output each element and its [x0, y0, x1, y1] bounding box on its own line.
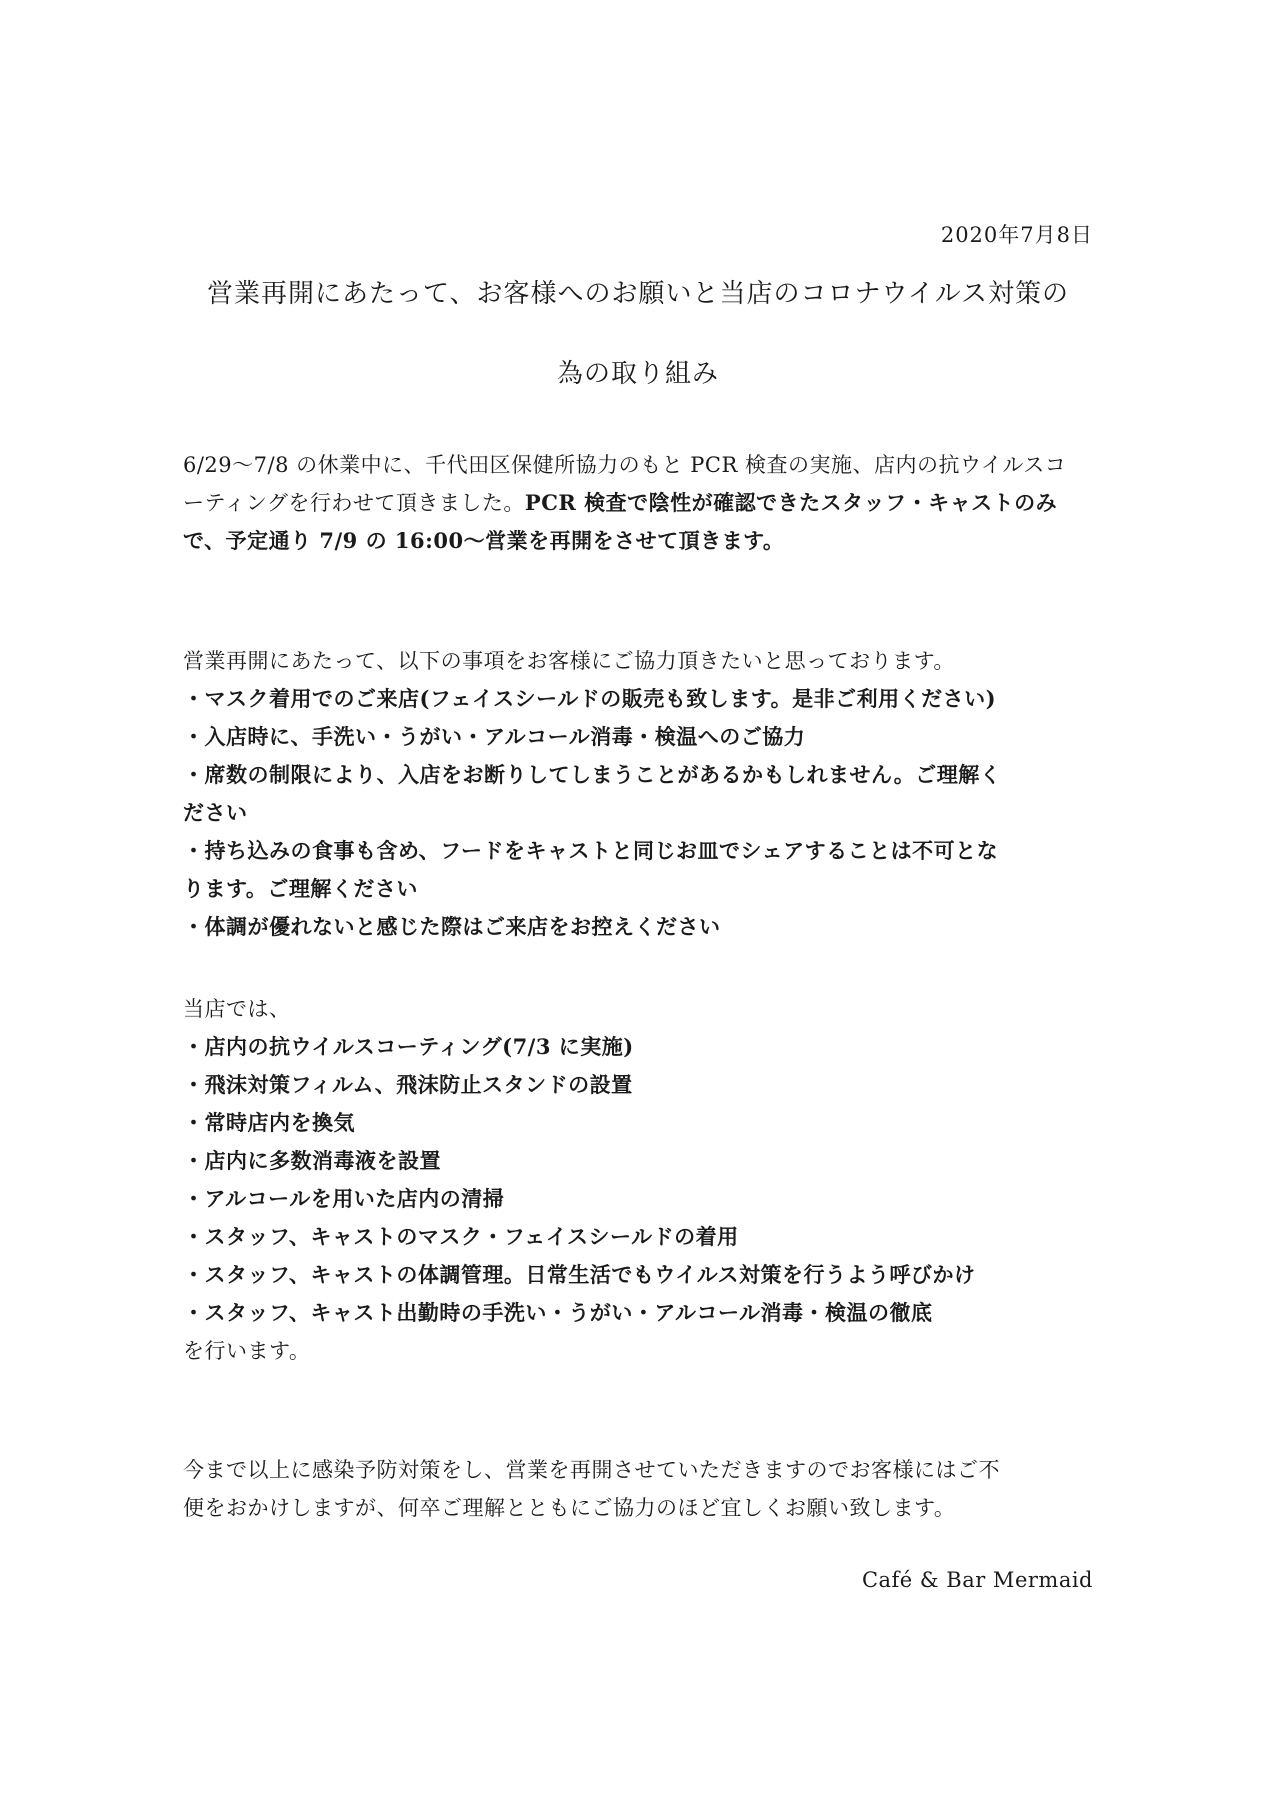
measure-item: ・店内に多数消毒液を設置 [183, 1148, 441, 1173]
request-item: ださい [183, 800, 248, 825]
measures-heading: 当店では、 [183, 997, 291, 1021]
document-date: 2020年7月8日 [940, 223, 1093, 247]
closing-line-2: 便をおかけしますが、何卒ご理解とともにご協力のほど宜しくお願い致します。 [183, 1496, 956, 1520]
document-title-line-2: 為の取り組み [556, 359, 719, 389]
document-title-line-1: 営業再開にあたって、お客様へのお願いと当店のコロナウイルス対策の [207, 279, 1069, 309]
intro-line-2-regular: ーティングを行わせて頂きました。 [183, 491, 525, 515]
measure-item: ・スタッフ、キャスト出勤時の手洗い・うがい・アルコール消毒・検温の徹底 [183, 1300, 933, 1325]
request-item: ・マスク着用でのご来店(フェイスシールドの販売も致します。是非ご利用ください) [183, 686, 997, 711]
intro-line-1: 6/29〜7/8 の休業中に、千代田区保健所協力のもと PCR 検査の実施、店内の抗ウイルスコ [183, 453, 1067, 477]
measure-item: ・スタッフ、キャストのマスク・フェイスシールドの着用 [183, 1224, 739, 1249]
measure-item: ・飛沫対策フィルム、飛沫防止スタンドの設置 [183, 1072, 633, 1097]
request-item: ・体調が優れないと感じた際はご来店をお控えください [183, 914, 721, 939]
request-item: ・席数の制限により、入店をお断りしてしまうことがあるかもしれません。ご理解く [183, 762, 1002, 787]
requests-heading: 営業再開にあたって、以下の事項をお客様にご協力頂きたいと思っております。 [183, 649, 955, 673]
measure-item: ・常時店内を換気 [183, 1110, 355, 1135]
closing-paragraph [183, 1451, 1093, 1527]
intro-paragraph [183, 446, 1093, 560]
measure-item: ・店内の抗ウイルスコーティング(7/3 に実施) [183, 1034, 634, 1059]
intro-line-3-bold: で、予定通り 7/9 の 16:00〜営業を再開をさせて頂きます。 [183, 528, 785, 553]
signature: Café & Bar Mermaid [861, 1568, 1093, 1592]
measure-item: ・スタッフ、キャストの体調管理。日常生活でもウイルス対策を行うよう呼びかけ [183, 1262, 976, 1287]
measures-footer: を行います。 [183, 1339, 311, 1363]
intro-line-2-bold: PCR 検査で陰性が確認できたスタッフ・キャストのみ [524, 490, 1058, 515]
request-item: ります。ご理解ください [183, 876, 418, 901]
intro-line-2 [183, 484, 1093, 522]
requests-section [183, 642, 1093, 946]
measures-section [183, 990, 1093, 1370]
measure-item: ・アルコールを用いた店内の清掃 [183, 1186, 505, 1211]
request-item: ・持ち込みの食事も含め、フードをキャストと同じお皿でシェアすることは不可とな [183, 838, 999, 863]
request-item: ・入店時に、手洗い・うがい・アルコール消毒・検温へのご協力 [183, 724, 806, 749]
closing-line-1: 今まで以上に感染予防対策をし、営業を再開させていただきますのでお客様にはご不 [183, 1458, 1000, 1482]
